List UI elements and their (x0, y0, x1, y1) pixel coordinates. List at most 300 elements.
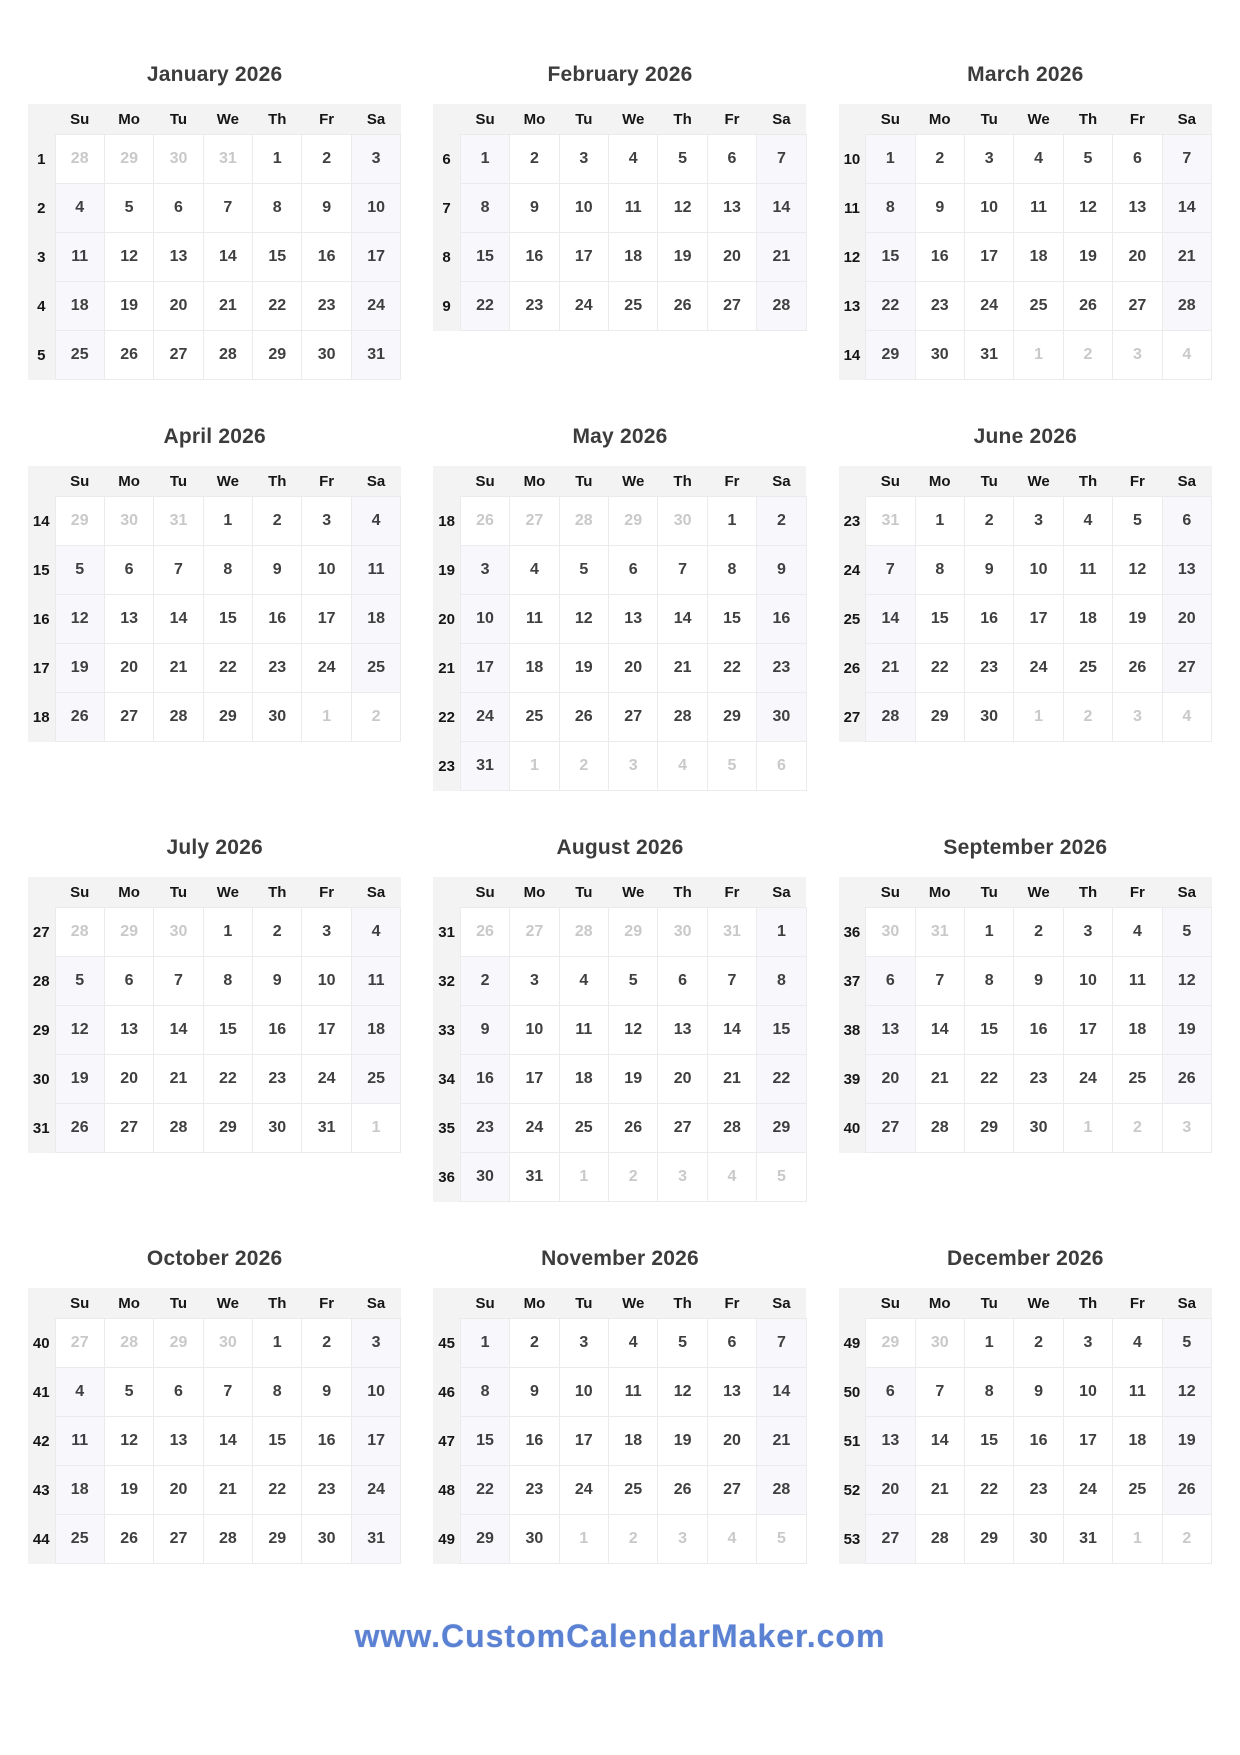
day-cell: 22 (203, 1055, 252, 1104)
day-cell: 25 (609, 282, 658, 331)
day-cell: 30 (757, 693, 806, 742)
day-cell: 31 (707, 908, 756, 957)
day-cell: 27 (154, 1515, 203, 1564)
day-header-we: We (1014, 877, 1063, 908)
day-cell: 20 (707, 1417, 756, 1466)
week-row (28, 1006, 401, 1055)
day-cell: 13 (104, 595, 153, 644)
week-row (28, 135, 401, 184)
day-cell: 4 (55, 184, 104, 233)
day-cell: 17 (302, 1006, 351, 1055)
day-cell: 7 (757, 1319, 806, 1368)
day-cell: 7 (154, 957, 203, 1006)
day-cell: 28 (203, 1515, 252, 1564)
week-row (839, 1368, 1212, 1417)
week-number: 7 (433, 184, 460, 233)
day-cell: 9 (302, 184, 351, 233)
week-row (28, 1417, 401, 1466)
week-row (433, 233, 806, 282)
day-cell: 14 (154, 595, 203, 644)
month-card-february (433, 60, 806, 331)
day-cell: 10 (302, 957, 351, 1006)
day-cell: 10 (1014, 546, 1063, 595)
day-cell: 13 (609, 595, 658, 644)
week-number: 20 (433, 595, 460, 644)
day-cell: 16 (915, 233, 964, 282)
day-cell: 1 (1113, 1515, 1162, 1564)
day-cell: 17 (559, 233, 608, 282)
day-cell: 5 (658, 135, 707, 184)
day-cell: 3 (1113, 693, 1162, 742)
day-cell: 6 (104, 546, 153, 595)
day-cell: 19 (55, 1055, 104, 1104)
day-cell: 9 (1014, 957, 1063, 1006)
day-header-fr: Fr (707, 877, 756, 908)
month-title-february: February 2026 (547, 63, 693, 86)
week-row (839, 233, 1212, 282)
day-header-th: Th (1063, 466, 1112, 497)
day-header-sa: Sa (351, 466, 400, 497)
day-header-th: Th (658, 1288, 707, 1319)
day-cell: 1 (559, 1515, 608, 1564)
day-cell: 5 (559, 546, 608, 595)
day-header-fr: Fr (707, 104, 756, 135)
day-cell: 23 (460, 1104, 509, 1153)
day-cell: 21 (154, 1055, 203, 1104)
day-cell: 23 (510, 1466, 559, 1515)
day-header-su: Su (460, 104, 509, 135)
calendar-year-grid (28, 60, 1212, 1564)
day-cell: 28 (915, 1515, 964, 1564)
day-cell: 13 (104, 1006, 153, 1055)
day-cell: 27 (707, 282, 756, 331)
day-cell: 25 (1063, 644, 1112, 693)
month-card-march (839, 60, 1212, 380)
week-number: 45 (433, 1319, 460, 1368)
day-cell: 9 (915, 184, 964, 233)
day-cell: 1 (964, 908, 1013, 957)
week-number: 52 (839, 1466, 866, 1515)
day-cell: 12 (658, 184, 707, 233)
day-cell: 5 (707, 742, 756, 791)
week-number: 40 (28, 1319, 55, 1368)
day-cell: 8 (253, 184, 302, 233)
day-cell: 29 (964, 1515, 1013, 1564)
day-cell: 5 (104, 184, 153, 233)
day-cell: 31 (351, 331, 400, 380)
day-cell: 9 (1014, 1368, 1063, 1417)
day-cell: 9 (302, 1368, 351, 1417)
day-cell: 7 (203, 1368, 252, 1417)
day-header-fr: Fr (302, 466, 351, 497)
day-cell: 26 (559, 693, 608, 742)
week-col-corner (28, 877, 55, 908)
day-cell: 1 (1014, 693, 1063, 742)
day-cell: 13 (866, 1417, 915, 1466)
day-cell: 12 (609, 1006, 658, 1055)
day-header-we: We (203, 104, 252, 135)
day-cell: 8 (203, 957, 252, 1006)
day-cell: 1 (253, 1319, 302, 1368)
day-cell: 8 (866, 184, 915, 233)
day-cell: 30 (866, 908, 915, 957)
day-cell: 8 (203, 546, 252, 595)
week-number: 34 (433, 1055, 460, 1104)
day-cell: 23 (964, 644, 1013, 693)
day-header-su: Su (55, 1288, 104, 1319)
day-cell: 28 (658, 693, 707, 742)
day-cell: 18 (55, 282, 104, 331)
day-header-su: Su (866, 466, 915, 497)
day-cell: 9 (460, 1006, 509, 1055)
day-cell: 3 (1113, 331, 1162, 380)
day-cell: 27 (154, 331, 203, 380)
week-row (28, 497, 401, 546)
day-cell: 19 (1162, 1417, 1211, 1466)
day-cell: 24 (1063, 1055, 1112, 1104)
day-header-fr: Fr (1113, 466, 1162, 497)
day-cell: 21 (915, 1466, 964, 1515)
week-row (839, 184, 1212, 233)
day-cell: 20 (1113, 233, 1162, 282)
day-cell: 24 (460, 693, 509, 742)
day-cell: 24 (964, 282, 1013, 331)
day-cell: 2 (757, 497, 806, 546)
day-cell: 10 (460, 595, 509, 644)
day-cell: 29 (866, 1319, 915, 1368)
month-title-june: June 2026 (973, 425, 1078, 448)
day-cell: 18 (609, 233, 658, 282)
day-header-mo: Mo (915, 466, 964, 497)
day-cell: 28 (559, 908, 608, 957)
day-header-mo: Mo (510, 466, 559, 497)
day-header-we: We (203, 466, 252, 497)
week-row (433, 1515, 806, 1564)
day-cell: 13 (1113, 184, 1162, 233)
day-cell: 1 (707, 497, 756, 546)
day-cell: 10 (559, 184, 608, 233)
day-cell: 10 (302, 546, 351, 595)
day-header-su: Su (866, 877, 915, 908)
footer (28, 1614, 1212, 1658)
day-cell: 4 (609, 1319, 658, 1368)
day-cell: 24 (510, 1104, 559, 1153)
day-header-mo: Mo (104, 1288, 153, 1319)
day-header-fr: Fr (302, 1288, 351, 1319)
day-cell: 24 (559, 282, 608, 331)
week-number: 53 (839, 1515, 866, 1564)
day-cell: 1 (757, 908, 806, 957)
day-cell: 2 (460, 957, 509, 1006)
week-row (28, 331, 401, 380)
week-col-corner (839, 877, 866, 908)
week-row (28, 1466, 401, 1515)
day-cell: 5 (757, 1515, 806, 1564)
day-cell: 20 (1162, 595, 1211, 644)
day-cell: 5 (55, 546, 104, 595)
day-cell: 29 (104, 135, 153, 184)
day-header-tu: Tu (964, 104, 1013, 135)
day-cell: 10 (351, 184, 400, 233)
day-cell: 5 (1113, 497, 1162, 546)
week-number: 37 (839, 957, 866, 1006)
day-cell: 12 (104, 1417, 153, 1466)
day-cell: 30 (658, 497, 707, 546)
day-cell: 26 (658, 1466, 707, 1515)
week-row (28, 693, 401, 742)
day-header-tu: Tu (559, 1288, 608, 1319)
day-cell: 28 (915, 1104, 964, 1153)
day-cell: 1 (203, 908, 252, 957)
day-cell: 1 (460, 135, 509, 184)
day-cell: 19 (1063, 233, 1112, 282)
day-cell: 27 (55, 1319, 104, 1368)
day-header-sa: Sa (757, 466, 806, 497)
day-cell: 20 (658, 1055, 707, 1104)
week-row (28, 644, 401, 693)
day-cell: 30 (1014, 1515, 1063, 1564)
week-number: 49 (433, 1515, 460, 1564)
month-table-november (433, 1288, 806, 1564)
day-cell: 3 (302, 497, 351, 546)
week-number: 3 (28, 233, 55, 282)
day-header-mo: Mo (915, 104, 964, 135)
day-cell: 28 (1162, 282, 1211, 331)
day-cell: 5 (1162, 908, 1211, 957)
day-cell: 12 (658, 1368, 707, 1417)
day-cell: 18 (55, 1466, 104, 1515)
day-cell: 28 (757, 1466, 806, 1515)
day-cell: 27 (1162, 644, 1211, 693)
day-cell: 14 (866, 595, 915, 644)
day-cell: 31 (154, 497, 203, 546)
day-header-tu: Tu (964, 466, 1013, 497)
day-header-row (28, 877, 401, 908)
day-cell: 30 (302, 331, 351, 380)
week-number: 27 (839, 693, 866, 742)
week-col-corner (839, 466, 866, 497)
month-table-january (28, 104, 401, 380)
day-cell: 6 (658, 957, 707, 1006)
day-cell: 10 (1063, 1368, 1112, 1417)
day-cell: 3 (559, 135, 608, 184)
day-cell: 2 (1162, 1515, 1211, 1564)
day-cell: 4 (609, 135, 658, 184)
day-cell: 15 (757, 1006, 806, 1055)
day-cell: 11 (510, 595, 559, 644)
day-cell: 1 (351, 1104, 400, 1153)
week-row (839, 497, 1212, 546)
day-cell: 29 (253, 331, 302, 380)
week-number: 42 (28, 1417, 55, 1466)
day-cell: 3 (1014, 497, 1063, 546)
day-cell: 1 (915, 497, 964, 546)
day-cell: 28 (707, 1104, 756, 1153)
week-row (433, 1368, 806, 1417)
week-row (433, 1417, 806, 1466)
day-header-su: Su (55, 104, 104, 135)
week-number: 31 (433, 908, 460, 957)
day-cell: 11 (351, 546, 400, 595)
week-col-corner (28, 466, 55, 497)
day-cell: 2 (1014, 1319, 1063, 1368)
day-cell: 11 (559, 1006, 608, 1055)
month-card-october (28, 1244, 401, 1564)
week-number: 15 (28, 546, 55, 595)
day-cell: 25 (351, 1055, 400, 1104)
day-cell: 8 (964, 957, 1013, 1006)
day-cell: 7 (658, 546, 707, 595)
day-cell: 4 (1162, 693, 1211, 742)
day-cell: 16 (964, 595, 1013, 644)
week-number: 43 (28, 1466, 55, 1515)
day-cell: 27 (658, 1104, 707, 1153)
day-cell: 29 (609, 497, 658, 546)
day-cell: 15 (915, 595, 964, 644)
footer-website-link[interactable]: www.CustomCalendarMaker.com (354, 1618, 886, 1654)
day-cell: 25 (609, 1466, 658, 1515)
day-cell: 22 (707, 644, 756, 693)
week-row (839, 1104, 1212, 1153)
day-cell: 24 (1014, 644, 1063, 693)
day-cell: 25 (510, 693, 559, 742)
day-cell: 18 (510, 644, 559, 693)
day-cell: 7 (866, 546, 915, 595)
week-number: 29 (28, 1006, 55, 1055)
day-cell: 8 (460, 184, 509, 233)
day-cell: 17 (460, 644, 509, 693)
day-cell: 29 (707, 693, 756, 742)
day-cell: 27 (510, 497, 559, 546)
day-cell: 25 (55, 1515, 104, 1564)
week-col-corner (433, 1288, 460, 1319)
week-number: 48 (433, 1466, 460, 1515)
day-cell: 24 (351, 1466, 400, 1515)
day-cell: 2 (1113, 1104, 1162, 1153)
day-cell: 2 (1063, 693, 1112, 742)
day-cell: 11 (55, 233, 104, 282)
day-cell: 28 (866, 693, 915, 742)
day-cell: 17 (351, 233, 400, 282)
week-row (839, 1006, 1212, 1055)
day-cell: 9 (253, 546, 302, 595)
week-row (28, 1515, 401, 1564)
day-cell: 10 (964, 184, 1013, 233)
day-cell: 2 (1014, 908, 1063, 957)
day-header-th: Th (658, 466, 707, 497)
day-header-we: We (609, 466, 658, 497)
day-cell: 26 (609, 1104, 658, 1153)
day-cell: 11 (609, 1368, 658, 1417)
day-cell: 19 (658, 233, 707, 282)
week-number: 22 (433, 693, 460, 742)
day-cell: 18 (351, 1006, 400, 1055)
week-row (433, 595, 806, 644)
week-number: 4 (28, 282, 55, 331)
day-header-fr: Fr (1113, 877, 1162, 908)
month-card-august (433, 833, 806, 1202)
day-cell: 15 (707, 595, 756, 644)
day-cell: 23 (253, 1055, 302, 1104)
day-cell: 17 (964, 233, 1013, 282)
day-header-su: Su (866, 104, 915, 135)
day-header-fr: Fr (1113, 1288, 1162, 1319)
day-cell: 29 (609, 908, 658, 957)
day-cell: 21 (658, 644, 707, 693)
day-cell: 4 (351, 908, 400, 957)
day-cell: 6 (154, 1368, 203, 1417)
day-header-fr: Fr (302, 877, 351, 908)
day-header-mo: Mo (510, 1288, 559, 1319)
day-cell: 26 (104, 1515, 153, 1564)
week-row (433, 1466, 806, 1515)
day-cell: 4 (1063, 497, 1112, 546)
week-row (839, 1466, 1212, 1515)
day-header-we: We (203, 877, 252, 908)
day-cell: 26 (1162, 1055, 1211, 1104)
day-cell: 7 (1162, 135, 1211, 184)
day-header-sa: Sa (757, 104, 806, 135)
day-header-mo: Mo (104, 877, 153, 908)
day-cell: 29 (757, 1104, 806, 1153)
day-cell: 25 (1113, 1055, 1162, 1104)
day-cell: 2 (253, 497, 302, 546)
day-cell: 10 (351, 1368, 400, 1417)
day-cell: 30 (154, 908, 203, 957)
day-header-fr: Fr (1113, 104, 1162, 135)
day-cell: 14 (154, 1006, 203, 1055)
day-cell: 8 (253, 1368, 302, 1417)
week-row (433, 957, 806, 1006)
day-cell: 16 (757, 595, 806, 644)
day-header-sa: Sa (1162, 104, 1211, 135)
day-cell: 6 (757, 742, 806, 791)
day-header-we: We (1014, 466, 1063, 497)
month-table-july (28, 877, 401, 1153)
day-cell: 25 (351, 644, 400, 693)
day-cell: 6 (1162, 497, 1211, 546)
day-header-th: Th (658, 104, 707, 135)
day-header-sa: Sa (1162, 1288, 1211, 1319)
day-cell: 17 (1063, 1417, 1112, 1466)
day-header-tu: Tu (964, 877, 1013, 908)
day-header-row (433, 877, 806, 908)
day-cell: 4 (559, 957, 608, 1006)
month-card-november (433, 1244, 806, 1564)
week-row (839, 1417, 1212, 1466)
day-cell: 23 (1014, 1055, 1063, 1104)
day-header-we: We (609, 877, 658, 908)
week-number: 36 (839, 908, 866, 957)
week-number: 14 (839, 331, 866, 380)
month-card-april (28, 422, 401, 742)
week-number: 6 (433, 135, 460, 184)
day-cell: 11 (1113, 1368, 1162, 1417)
day-cell: 19 (1162, 1006, 1211, 1055)
day-cell: 29 (866, 331, 915, 380)
month-title-march: March 2026 (967, 63, 1084, 86)
day-header-fr: Fr (707, 466, 756, 497)
day-cell: 15 (460, 233, 509, 282)
week-number: 41 (28, 1368, 55, 1417)
day-cell: 19 (104, 282, 153, 331)
day-header-sa: Sa (1162, 877, 1211, 908)
day-cell: 24 (1063, 1466, 1112, 1515)
day-cell: 12 (104, 233, 153, 282)
day-cell: 19 (1113, 595, 1162, 644)
day-cell: 15 (964, 1006, 1013, 1055)
week-col-corner (433, 104, 460, 135)
